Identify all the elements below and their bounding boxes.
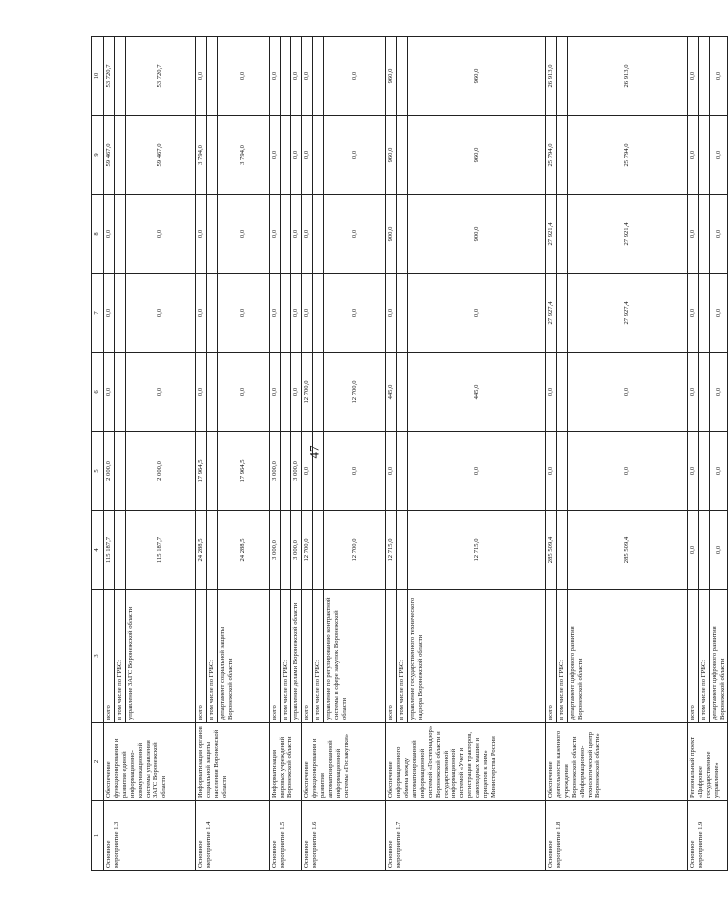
amount-cell: 0,0 [386,274,397,353]
column-header: 3 [92,590,104,723]
funding-source: в том числе по ГРБС: [698,590,709,723]
amount-cell [114,511,125,590]
amount-cell: 0,0 [687,37,698,116]
funding-source: всего [104,590,115,723]
amount-cell: 960,0 [386,116,397,195]
amount-cell: 0,0 [687,274,698,353]
measure-number: Основное мероприятие 1.6 [302,801,386,871]
funding-source: всего [195,590,206,723]
column-header: 7 [92,274,104,353]
amount-cell: 0,0 [302,432,313,511]
amount-cell [114,432,125,511]
amount-cell: 27 921,4 [567,195,687,274]
amount-cell: 0,0 [195,195,206,274]
amount-cell: 0,0 [302,116,313,195]
amount-cell [313,511,324,590]
amount-cell: 25 794,0 [545,116,556,195]
amount-cell: 0,0 [324,195,386,274]
amount-cell [698,116,709,195]
measure-name: Обеспечение функционирования и развития автоматизированной информационной системы «Госзакупки» [302,723,386,801]
funding-source: всего [545,590,556,723]
measure-number: Основное мероприятие 1.8 [545,801,687,871]
amount-cell: 960,0 [407,37,545,116]
amount-cell [114,274,125,353]
amount-cell [397,116,408,195]
amount-cell [313,353,324,432]
amount-cell: 0,0 [709,195,728,274]
amount-cell [313,37,324,116]
amount-cell: 2 000,0 [104,432,115,511]
amount-cell: 59 467,0 [104,116,115,195]
funding-source: департамент цифрового развития Воронежской области [709,590,728,723]
funding-source: всего [269,590,280,723]
amount-cell: 0,0 [709,116,728,195]
amount-cell [206,511,217,590]
amount-cell [397,511,408,590]
amount-cell: 12 700,0 [324,511,386,590]
amount-cell: 0,0 [407,432,545,511]
amount-cell [698,37,709,116]
amount-cell [206,353,217,432]
column-header: 4 [92,511,104,590]
amount-cell: 0,0 [567,432,687,511]
amount-cell: 59 467,0 [125,116,195,195]
amount-cell: 27 927,4 [545,274,556,353]
amount-cell [206,195,217,274]
amount-cell [313,116,324,195]
amount-cell: 0,0 [709,511,728,590]
column-header: 9 [92,116,104,195]
amount-cell: 0,0 [217,274,269,353]
amount-cell: 0,0 [687,116,698,195]
measure-name: Региональный проект «Цифровое государственное управление» [687,723,728,801]
amount-cell [556,195,567,274]
amount-cell [698,511,709,590]
amount-cell: 0,0 [291,37,302,116]
amount-cell: 115 187,7 [125,511,195,590]
amount-cell: 960,0 [407,116,545,195]
amount-cell [397,195,408,274]
amount-cell: 0,0 [195,37,206,116]
measure-number: Основное мероприятие 1.4 [195,801,269,871]
amount-cell: 0,0 [386,432,397,511]
funding-source: всего [386,590,397,723]
amount-cell: 0,0 [302,37,313,116]
amount-cell: 960,0 [386,37,397,116]
amount-cell [206,274,217,353]
page-number: 47 [306,445,322,459]
table-row [269,37,280,871]
amount-cell: 12 700,0 [324,353,386,432]
funding-source: управление по регулированию контрактной системы в сфере закупок Воронежской области [324,590,386,723]
measure-name: Обеспечение деятельности казенного учреждения Воронежской области «Информационно-технологический центр Воронежской области» [545,723,687,801]
amount-cell: 900,0 [407,195,545,274]
amount-cell [280,116,291,195]
column-header: 10 [92,37,104,116]
amount-cell: 0,0 [217,37,269,116]
amount-cell: 0,0 [545,353,556,432]
amount-cell: 115 187,7 [104,511,115,590]
measure-name: Обеспечение функционирования и развития единой информационно-коммуникационной системы управления ЗАГС Воронежской области [104,723,196,801]
amount-cell: 0,0 [302,195,313,274]
amount-cell: 0,0 [291,274,302,353]
amount-cell [114,116,125,195]
amount-cell: 12 700,0 [302,511,313,590]
amount-cell: 17 964,5 [195,432,206,511]
amount-cell [556,37,567,116]
column-header: 8 [92,195,104,274]
funding-source: всего [302,590,313,723]
amount-cell [397,353,408,432]
amount-cell: 0,0 [195,353,206,432]
measure-name: Обеспечение информационного обмена между автоматизированной информационной системой «Гостехнадзор» Воронежской области и государственной информационной системой «Учет и регистрация тракторов, самоходных машин и прицепов к ним» Министерства России [386,723,546,801]
column-header: 1 [92,801,104,871]
funding-source: в том числе по ГРБС: [206,590,217,723]
amount-cell: 17 964,5 [217,432,269,511]
amount-cell: 0,0 [125,195,195,274]
amount-cell: 0,0 [217,195,269,274]
amount-cell: 900,0 [386,195,397,274]
amount-cell [280,432,291,511]
rotated-page [91,36,726,871]
amount-cell: 0,0 [687,432,698,511]
amount-cell: 12 715,0 [386,511,397,590]
amount-cell [556,511,567,590]
amount-cell: 0,0 [104,353,115,432]
amount-cell: 285 509,4 [567,511,687,590]
amount-cell [556,274,567,353]
table-row [302,37,313,871]
amount-cell: 27 921,4 [545,195,556,274]
measure-number: Основное мероприятие 1.9 [687,801,728,871]
amount-cell: 0,0 [545,432,556,511]
measure-number: Основное мероприятие 1.5 [269,801,302,871]
amount-cell: 0,0 [407,274,545,353]
column-header: 2 [92,723,104,801]
amount-cell: 26 913,0 [567,37,687,116]
amount-cell: 53 720,7 [104,37,115,116]
amount-cell: 0,0 [709,37,728,116]
amount-cell: 3 000,0 [269,432,280,511]
amount-cell: 0,0 [125,353,195,432]
funding-source: всего [687,590,698,723]
table-row [195,37,206,871]
amount-cell: 0,0 [567,353,687,432]
amount-cell: 0,0 [709,353,728,432]
header-row [92,37,104,871]
amount-cell [114,195,125,274]
amount-cell [313,432,324,511]
amount-cell [698,432,709,511]
amount-cell: 25 794,0 [567,116,687,195]
amount-cell: 0,0 [291,116,302,195]
measure-number: Основное мероприятие 1.7 [386,801,546,871]
amount-cell: 3 000,0 [291,511,302,590]
amount-cell: 0,0 [302,274,313,353]
amount-cell: 24 288,5 [195,511,206,590]
amount-cell: 0,0 [104,274,115,353]
amount-cell [556,432,567,511]
funding-source: в том числе по ГРБС: [114,590,125,723]
amount-cell: 445,0 [407,353,545,432]
amount-cell [397,37,408,116]
amount-cell [114,353,125,432]
table-row [386,37,397,871]
amount-cell: 0,0 [195,274,206,353]
amount-cell [313,195,324,274]
amount-cell: 27 927,4 [567,274,687,353]
amount-cell [206,432,217,511]
amount-cell: 0,0 [687,353,698,432]
amount-cell: 0,0 [709,432,728,511]
amount-cell [397,274,408,353]
amount-cell: 0,0 [291,353,302,432]
table-body [104,37,728,871]
amount-cell: 0,0 [324,432,386,511]
funding-source: в том числе по ГРБС: [313,590,324,723]
amount-cell [280,195,291,274]
amount-cell [280,353,291,432]
amount-cell [397,432,408,511]
table-row [104,37,115,871]
amount-cell: 0,0 [269,274,280,353]
funding-source: управление делами Воронежской области [291,590,302,723]
amount-cell [313,274,324,353]
amount-cell: 0,0 [217,353,269,432]
funding-source: департамент цифрового развития Воронежской области [567,590,687,723]
amount-cell: 3 794,0 [195,116,206,195]
funding-source: департамент социальной защиты Воронежской области [217,590,269,723]
amount-cell: 0,0 [324,116,386,195]
amount-cell: 24 288,5 [217,511,269,590]
amount-cell: 0,0 [324,274,386,353]
measure-name: Информатизация органов социальной защиты населения Воронежской области [195,723,269,801]
table-row [545,37,556,871]
amount-cell: 0,0 [269,195,280,274]
amount-cell [206,37,217,116]
amount-cell [698,195,709,274]
amount-cell [280,511,291,590]
amount-cell [114,37,125,116]
amount-cell: 3 794,0 [217,116,269,195]
amount-cell: 0,0 [324,37,386,116]
amount-cell [206,116,217,195]
funding-source: в том числе по ГРБС: [556,590,567,723]
funding-source: управление государственного технического надзора Воронежской области [407,590,545,723]
funding-source: в том числе по ГРБС: [280,590,291,723]
amount-cell: 0,0 [687,195,698,274]
amount-cell: 2 000,0 [125,432,195,511]
amount-cell [280,37,291,116]
amount-cell: 0,0 [291,195,302,274]
funding-source: в том числе по ГРБС: [397,590,408,723]
measure-number: Основное мероприятие 1.3 [104,801,196,871]
amount-cell: 0,0 [104,195,115,274]
budget-table [91,36,728,871]
measure-name: Информатизация мировых учреждений Воронежской области [269,723,302,801]
amount-cell: 0,0 [269,116,280,195]
amount-cell: 445,0 [386,353,397,432]
amount-cell: 26 913,0 [545,37,556,116]
amount-cell: 0,0 [125,274,195,353]
amount-cell: 285 509,4 [545,511,556,590]
amount-cell: 12 715,0 [407,511,545,590]
amount-cell: 12 700,0 [302,353,313,432]
funding-source: управление ЗАГС Воронежской области [125,590,195,723]
amount-cell: 3 000,0 [291,432,302,511]
amount-cell: 3 000,0 [269,511,280,590]
amount-cell [556,116,567,195]
amount-cell: 53 720,7 [125,37,195,116]
table-row [687,37,698,871]
column-header: 5 [92,432,104,511]
amount-cell: 0,0 [709,274,728,353]
amount-cell [698,274,709,353]
amount-cell [698,353,709,432]
column-header: 6 [92,353,104,432]
amount-cell [280,274,291,353]
amount-cell: 0,0 [687,511,698,590]
amount-cell: 0,0 [269,37,280,116]
amount-cell: 0,0 [269,353,280,432]
amount-cell [556,353,567,432]
